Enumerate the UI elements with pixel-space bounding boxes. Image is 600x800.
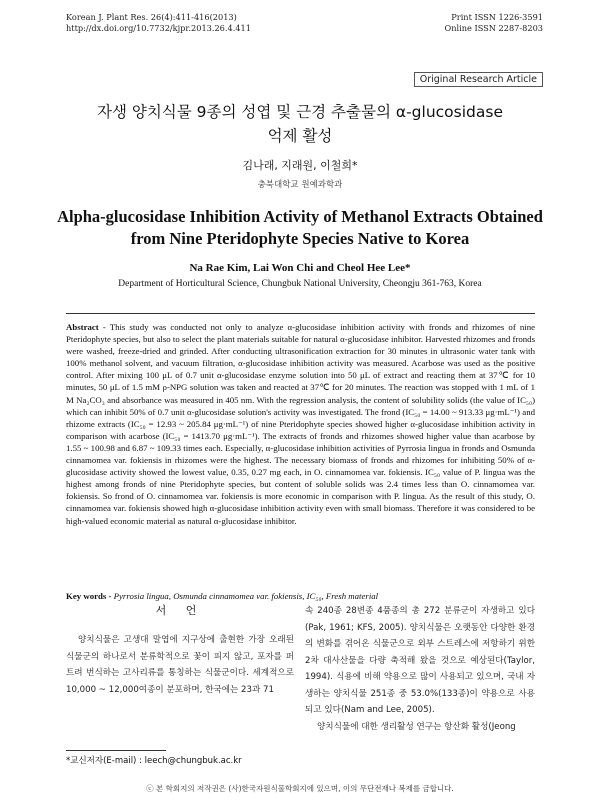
korean-title-line2: 억제 활성 <box>267 127 333 145</box>
article-type-badge: Original Research Article <box>414 72 543 87</box>
journal-citation: Korean J. Plant Res. 26(4):411-416(2013) <box>66 12 237 22</box>
intro-paragraph-3: 양치식물에 대한 생리활성 연구는 항산화 활성(Jeong <box>317 721 516 732</box>
corresponding-author-footnote: *교신저자(E-mail) : leech@chungbuk.ac.kr <box>66 756 242 766</box>
issn-block <box>445 12 543 34</box>
korean-title-line1: 자생 양치식물 9종의 성엽 및 근경 추출물의 α-glucosidase <box>96 103 503 121</box>
section-title-introduction: 서 언 <box>155 604 205 617</box>
abstract-label: Abstract <box>66 322 99 332</box>
english-title-line2: from Nine Pteridophyte Species Native to Korea <box>130 229 470 248</box>
print-issn: Print ISSN 1226-3591 <box>451 12 543 22</box>
english-affiliation: Department of Horticultural Science, Chungbuk National University, Cheongju 361-763, Korea <box>118 279 482 289</box>
intro-paragraph-1: 양치식물은 고생대 말엽에 지구상에 출현한 가장 오래된 식물군의 하나로서 분류학적으로 꽃이 피지 않고, 포자를 퍼트려 번식하는 고사리류를 통칭하는 식물군이다. 세계적으로 10,000 ~ 12,000여종이 분포하며, 한국에는 23과 71 <box>66 635 294 695</box>
keywords-label: Key words - <box>66 591 112 601</box>
copyright-notice: ⓒ 본 학회지의 저작권은 (사)한국자원식물학회지에 있으며, 이의 무단전재나 복제를 금합니다. <box>146 784 454 793</box>
keywords <box>66 591 535 601</box>
abstract-top-rule <box>66 313 535 314</box>
intro-paragraph-2: 속 240종 28변종 4품종의 총 272 분류군이 자생하고 있다(Pak, 1961; KFS, 2005). 양치식물은 오랫동안 다양한 환경의 변화를 겪어온 식물군으로 외부 스트레스에 저항하기 위한 2차 대사산물을 다량 축적해 왔을 것으로 예상된다(Taylor, 1994). 식용에 비해 약용으로 많이 사용되고 있으며, 국내 자생하는 양치식물 251종 중 53.0%(133종)이 약용으로 사용되고 있다(Nam and Lee, 2005). <box>305 606 535 715</box>
english-authors: Na Rae Kim, Lai Won Chi and Cheol Hee Lee* <box>189 262 411 274</box>
online-issn: Online ISSN 2287-8203 <box>444 23 543 33</box>
korean-affiliation: 충북대학교 원예과학과 <box>257 180 343 190</box>
keywords-text: Pyrrosia lingua, Osmunda cinnamomea var. fokiensis, IC₅₀, Fresh material <box>111 591 379 601</box>
journal-header <box>66 12 251 34</box>
abstract-text: - This study was conducted not only to analyze α-glucosidase inhibition activity with fronds and rhizomes of nine Pteridophyte species, but also to select the plant materials suitable for natural α-glucosidase inhibitor. Harvested rhizomes and fronds were washed, freeze-dried and grinded. After conducting ultrasonification extraction for 30 minutes in ultrasonic water tank with 100% methanol solvent, and vacuum filtration, α-glucosidase inhibition activity was measured. Acarbose was used as the positive control. After mixing 100 μL of 0.7 unit α-glucosidase enzyme solution into 50 μL of extract and reacting them at 37℃ for 10 minutes, 50 μL of 1.5 mM ρ-NPG solution was taken and reacted at 37℃ for 20 minutes. The reaction was stopped with 1 mL of 1 M Na₂CO₃ and absorbance was measured in 405 nm. With the regression analysis, the content of solubility solids (the value of IC₅₀) which can inhibit 50% of 0.7 unit α-glucosidase solution's activity was investigated. The frond (IC₅₀ = 14.00 ~ 913.33 μg·mL⁻¹) and rhizome extracts (IC₅₀ = 12.93 ~ 205.84 μg·mL⁻¹) of nine Pteridophyte species showed higher α-glucosidase inhibition activity in comparison with acarbose (IC₅₀ = 1413.70 μg·mL⁻¹). The extracts of fronds and rhizomes showed higher value than acarbose by 1.55 ~ 100.98 and 6.87 ~ 109.33 times each. Especially, α-glucosidase inhibition activities of Pyrrosia lingua in fronds and Osmunda cinnamomea var. fokiensis in rhizomes were the highest. The necessary biomass of fronds and rhizomes for inhibiting 50% of α-glucosidase activity showed the lowest value, 0.35, 0.27 mg each, in O. cinnamomea var. fokiensis. IC₅₀ value of P. lingua was the highest among fronds of nine Pteridophyte species, but content of soluble solids was 2.4 times less than O. cinnamomea var. fokiensis. So frond of O. cinnamomea var. fokiensis is more economic in comparison with P. lingua. As the result of this study, O. cinnamomea var. fokiensis showed high α-glucosidase inhibition activity even with small biomass. Therefore it was considered to be high-valued economic material as natural α-glucosidase inhibitor. <box>66 322 535 526</box>
footnote-rule <box>66 750 166 751</box>
korean-title <box>0 100 600 148</box>
body-right-column <box>305 603 535 735</box>
korean-authors: 김나래, 지래원, 이철희* <box>242 159 358 172</box>
body-left-column <box>66 632 294 698</box>
english-title-line1: Alpha-glucosidase Inhibition Activity of Methanol Extracts Obtained <box>57 207 543 226</box>
doi-link[interactable]: http://dx.doi.org/10.7732/kjpr.2013.26.4.411 <box>66 23 251 33</box>
abstract <box>66 321 535 527</box>
english-title <box>0 206 600 250</box>
